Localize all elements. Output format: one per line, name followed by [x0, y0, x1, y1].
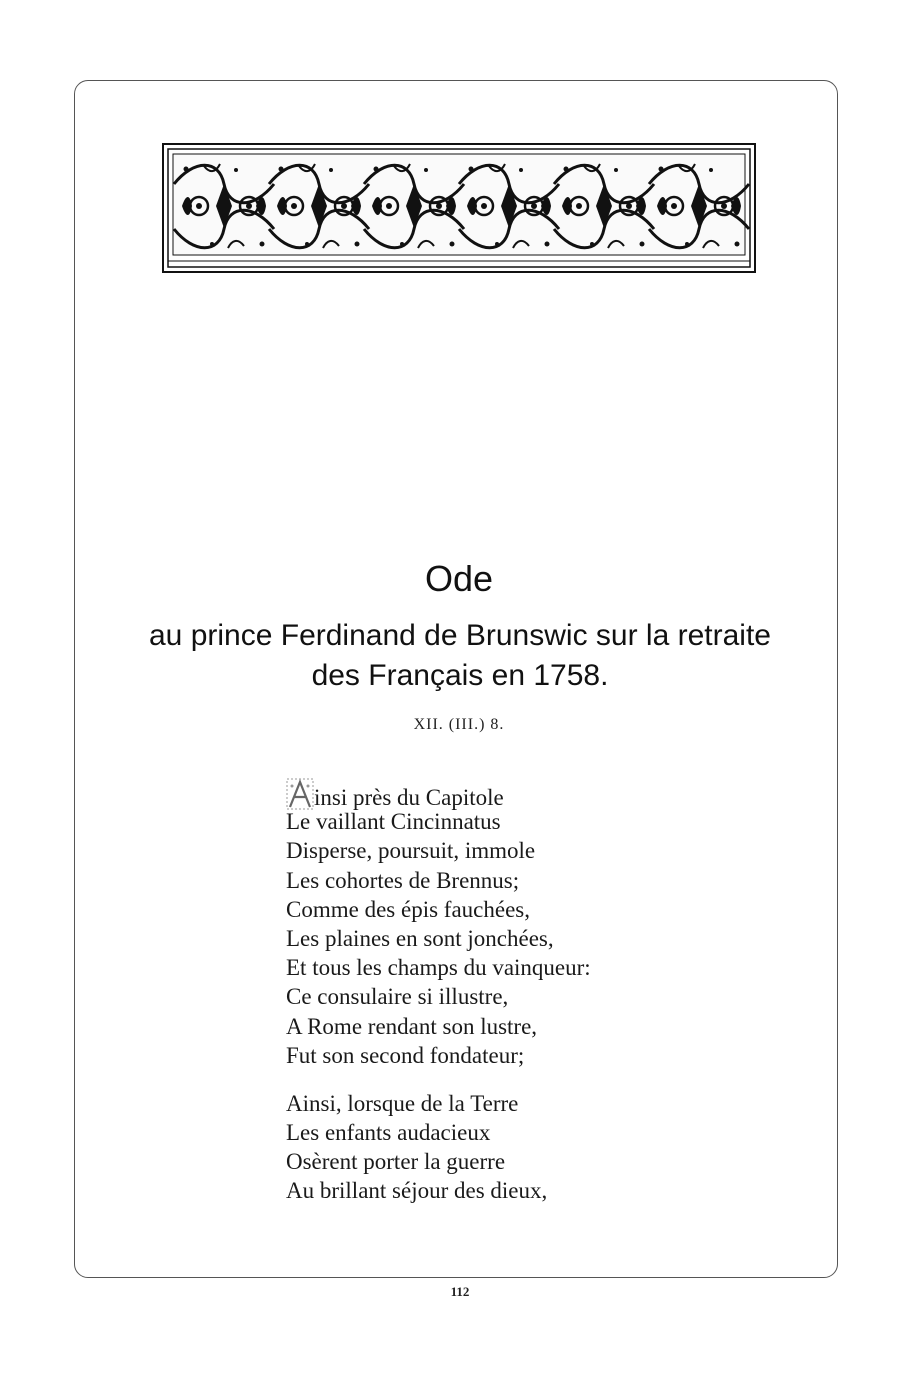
poem-line: A Rome rendant son lustre, — [286, 1013, 538, 1039]
ode-subtitle: au prince Ferdinand de Brunswic sur la retraite des Français en 1758. — [149, 619, 771, 692]
poem-line: Les plaines en sont jonchées, — [286, 925, 554, 951]
stanza-1 — [286, 778, 706, 1070]
ornamental-header-band — [162, 143, 756, 273]
ode-reference-number: XII. (III.) 8. — [413, 716, 505, 733]
ode-title: Ode — [424, 558, 494, 599]
poem-line: Les enfants audacieux — [286, 1120, 491, 1146]
stanza-separator — [286, 1070, 706, 1089]
poem-line: Ce consulaire si illustre, — [286, 984, 509, 1010]
poem-line: Les cohortes de Brennus; — [286, 867, 520, 893]
poem-line: Le vaillant Cincinnatus — [286, 809, 501, 835]
poem-line: Osèrent porter la guerre — [286, 1149, 506, 1175]
illuminated-dropcap — [286, 778, 314, 810]
page-number: 112 — [450, 1284, 470, 1299]
poem-line: Et tous les champs du vainqueur: — [286, 955, 591, 981]
poem-body — [286, 778, 706, 1206]
poem-line: Disperse, poursuit, immole — [286, 838, 536, 864]
poem-line-dropcap — [286, 778, 706, 810]
poem-line: Ainsi, lorsque de la Terre — [286, 1090, 519, 1116]
poem-line-1-rest: insi près du Capitole — [314, 785, 504, 810]
poem-line: Fut son second fondateur; — [286, 1042, 525, 1068]
poem-line: Au brillant séjour des dieux, — [286, 1178, 548, 1204]
poem-line: Comme des épis fauchées, — [286, 896, 530, 922]
stanza-2 — [286, 1089, 706, 1206]
